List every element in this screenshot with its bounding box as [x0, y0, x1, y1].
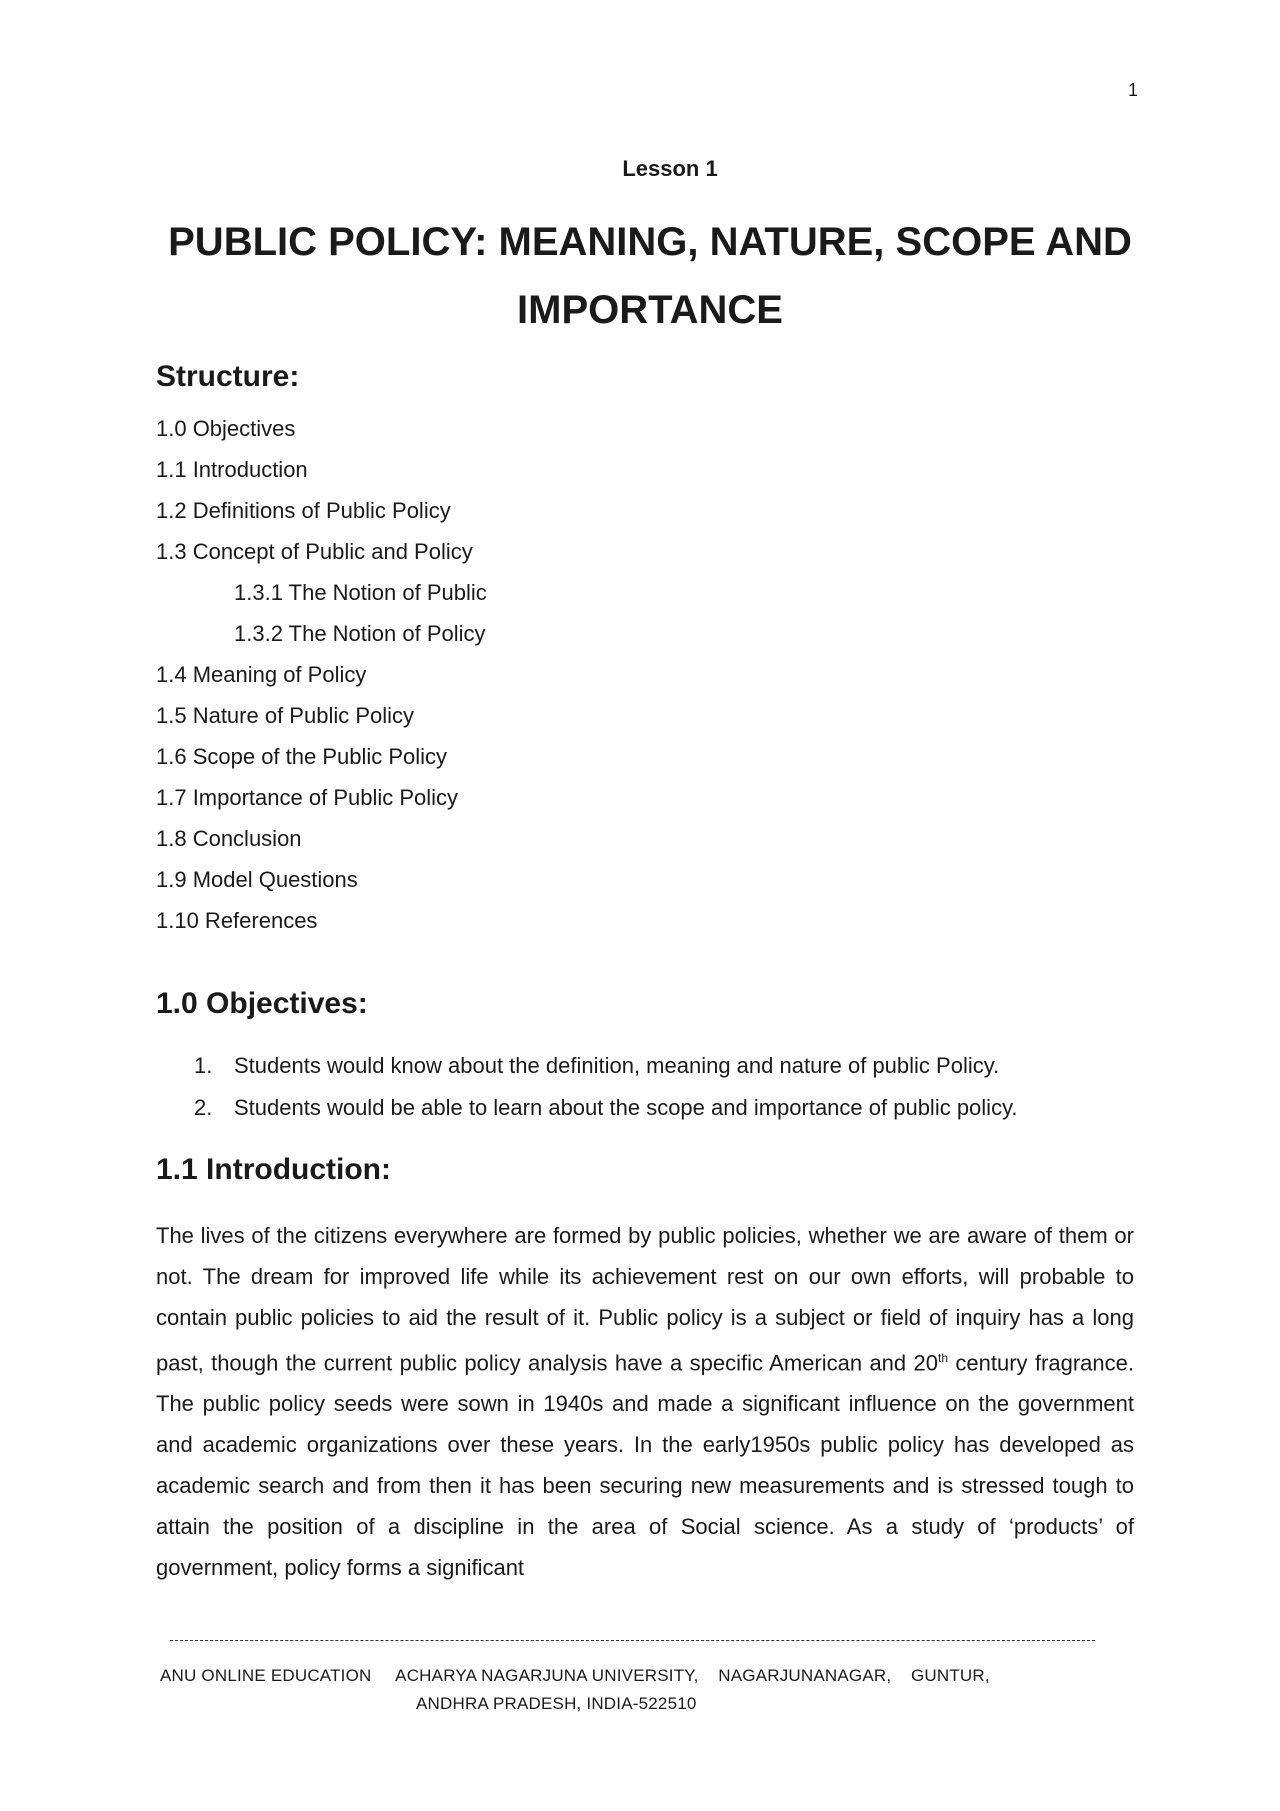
objective-text: Students would know about the definition, meaning and nature of public Policy. — [234, 1053, 1000, 1078]
footer-divider — [170, 1640, 1095, 1641]
title-line-2: IMPORTANCE — [517, 288, 783, 332]
structure-item: 1.6 Scope of the Public Policy — [156, 744, 448, 769]
title-line-1: PUBLIC POLICY: MEANING, NATURE, SCOPE AND — [168, 220, 1132, 264]
objective-item — [156, 1045, 1134, 1087]
page-number: 1 — [1127, 80, 1138, 100]
objective-item — [156, 1087, 1134, 1129]
structure-item: 1.4 Meaning of Policy — [156, 662, 367, 687]
objective-text: Students would be able to learn about the scope and importance of public policy. — [234, 1095, 1018, 1120]
objective-number: 1. — [194, 1053, 213, 1078]
structure-item: 1.8 Conclusion — [156, 826, 302, 851]
objectives-heading: 1.0 Objectives: — [156, 987, 368, 1020]
objectives-list — [156, 1045, 1134, 1129]
structure-item: 1.10 References — [156, 908, 318, 933]
structure-item: 1.1 Introduction — [156, 457, 308, 482]
structure-list — [156, 408, 1134, 941]
main-content — [156, 360, 1134, 1588]
structure-heading: Structure: — [156, 360, 300, 393]
objective-number: 2. — [194, 1095, 213, 1120]
introduction-paragraph — [156, 1215, 1134, 1588]
document-title — [150, 208, 1150, 344]
structure-item: 1.5 Nature of Public Policy — [156, 703, 415, 728]
structure-item: 1.3 Concept of Public and Policy — [156, 539, 473, 564]
structure-subitem: 1.3.1 The Notion of Public — [234, 580, 487, 605]
introduction-text-part1: The lives of the citizens everywhere are formed by public policies, whether we are aware of them or not. The dream for improved life while its achievement rest on our own efforts, will probable to contain public policies to aid the result of it. Public policy is a subject or field of inquiry has a long past, though the current public policy analysis have a specific American and 20 — [156, 1223, 1134, 1376]
lesson-label: Lesson 1 — [622, 156, 718, 181]
structure-subitem: 1.3.2 The Notion of Policy — [234, 621, 486, 646]
footer-line-1: ANU ONLINE EDUCATION ACHARYA NAGARJUNA UNIVERSITY, NAGARJUNANAGAR, GUNTUR, — [160, 1666, 990, 1685]
page-footer — [160, 1662, 1120, 1718]
lesson-label-row — [0, 156, 1280, 182]
footer-line-2: ANDHRA PRADESH, INDIA-522510 — [416, 1694, 697, 1713]
structure-item: 1.7 Importance of Public Policy — [156, 785, 459, 810]
introduction-heading: 1.1 Introduction: — [156, 1153, 391, 1186]
structure-item: 1.9 Model Questions — [156, 867, 358, 892]
structure-item: 1.0 Objectives — [156, 416, 296, 441]
structure-item: 1.2 Definitions of Public Policy — [156, 498, 451, 523]
introduction-text-part2: century fragrance. The public policy seeds were sown in 1940s and made a significant influence on the government and academic organizations over these years. In the early1950s public policy has developed as academic search and from then it has been securing new measurements and is stressed tough to attain the position of a discipline in the area of Social science. As a study of ‘products’ of government, policy forms a significant — [156, 1350, 1134, 1581]
superscript-th: th — [938, 1351, 949, 1365]
